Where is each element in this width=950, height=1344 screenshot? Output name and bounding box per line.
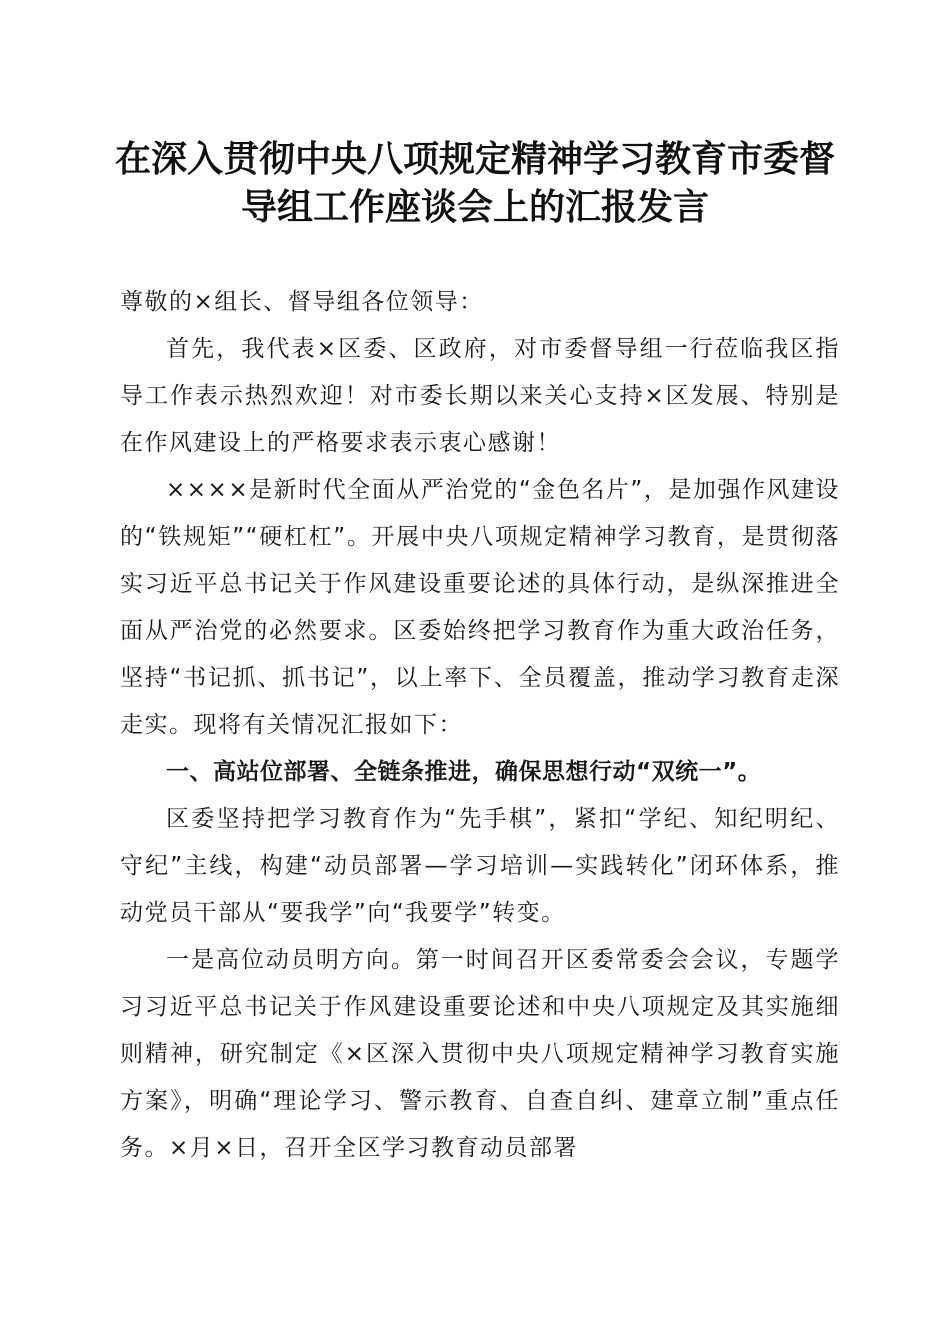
- paragraph-body: 第一时间召开区委常委会会议，专题学习习近平总书记关于作风建设重要论述和中央八项规定及其实施细则精神，研究制定《×区深入贯彻中央八项规定精神学习教育实施方案》，明确“理论学习、警示教育、自查自纠、建章立制”重点任务。×月×日，召开全区学习教育动员部署: [120, 947, 841, 1161]
- paragraph-section-1-summary: 区委坚持把学习教育作为“先手棋”，紧扣“学纪、知纪明纪、守纪”主线，构建“动员部署—学习培训—实践转化”闭环体系，推动党员干部从“要我学”向“我要学”转变。: [120, 806, 840, 926]
- salutation: 尊敬的×组长、督导组各位领导：: [120, 289, 484, 315]
- paragraph-introduction: ××××是新时代全面从严治党的“金色名片”，是加强作风建设的“铁规矩”“硬杠杠”。开展中央八项规定精神学习教育，是贯彻落实习近平总书记关于作风建设重要论述的具体行动，是纵深推进全面从严治党的必然要求。区委始终把学习教育作为重大政治任务，坚持“书记抓、抓书记”，以上率下、全员覆盖，推动学习教育走深走实。现将有关情况汇报如下：: [120, 477, 840, 738]
- document-body: [120, 279, 840, 1172]
- paragraph-welcome: 首先，我代表×区委、区政府，对市委督导组一行莅临我区指导工作表示热烈欢迎！对市委长期以来关心支持×区发展、特别是在作风建设上的严格要求表示衷心感谢！: [120, 336, 840, 456]
- paragraph-mobilization: [120, 937, 840, 1172]
- document-title-line-1: 在深入贯彻中央八项规定精神学习教育市委督: [114, 138, 835, 180]
- paragraph-lead: 一是高位动员明方向。: [166, 947, 416, 973]
- document-title-line-2: 导组工作座谈会上的汇报发言: [240, 186, 709, 228]
- section-heading-1: 一、高站位部署、全链条推进，确保思想行动“双统一”。: [166, 759, 762, 785]
